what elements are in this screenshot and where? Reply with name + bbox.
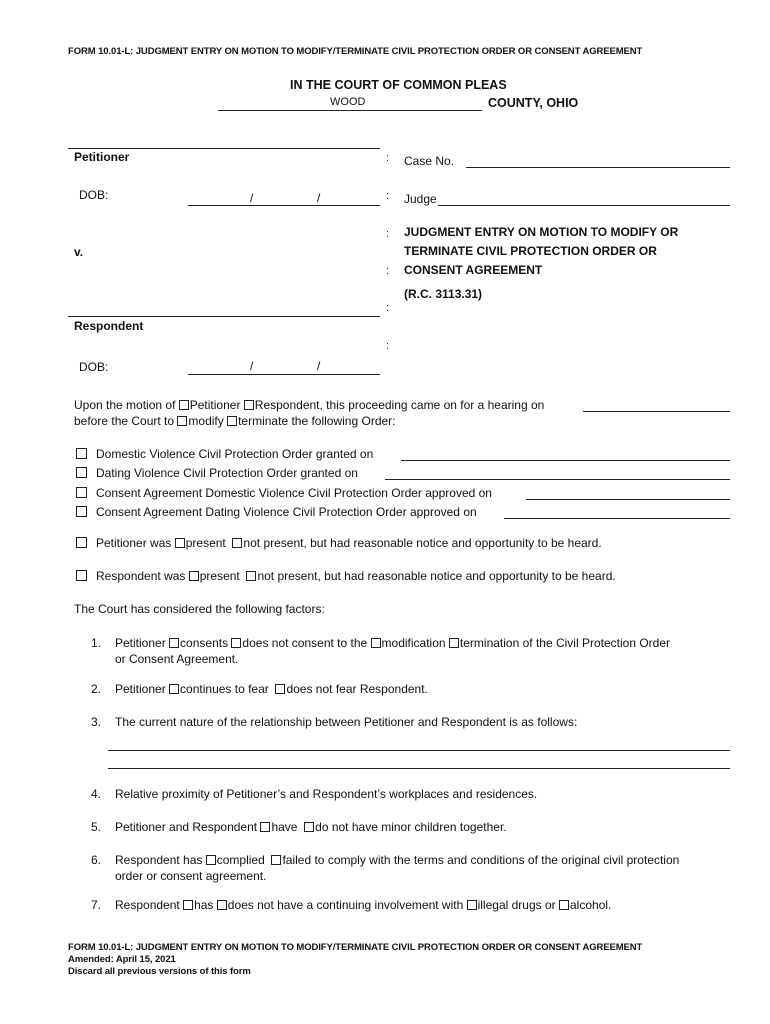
dob-slash: / bbox=[317, 359, 321, 373]
petitioner-was-label: Petitioner was bbox=[96, 536, 172, 550]
respondent-present-checkbox[interactable] bbox=[189, 571, 199, 581]
motion-line1 bbox=[74, 398, 544, 412]
factor-4-text: Relative proximity of Petitioner’s and Respondent’s workplaces and residences. bbox=[115, 787, 538, 801]
factor-text: does not fear Respondent. bbox=[286, 682, 428, 696]
hearing-date-field[interactable] bbox=[583, 411, 730, 412]
factor-7-line bbox=[115, 898, 611, 912]
form-header: FORM 10.01-L: JUDGMENT ENTRY ON MOTION TO MODIFY/TERMINATE CIVIL PROTECTION ORDER OR CONSENT AGREEMENT bbox=[68, 46, 643, 57]
does-not-fear-checkbox[interactable] bbox=[275, 684, 285, 694]
respondent-label: Respondent bbox=[74, 319, 144, 333]
respondent-dob-label: DOB: bbox=[79, 360, 109, 374]
factor-5-number: 5. bbox=[91, 820, 102, 834]
has-involvement-checkbox[interactable] bbox=[183, 900, 193, 910]
factor-1-line bbox=[115, 636, 670, 650]
have-children-checkbox[interactable] bbox=[260, 822, 270, 832]
modify-checkbox[interactable] bbox=[177, 416, 187, 426]
order-dv-cpo-checkbox[interactable] bbox=[76, 448, 87, 459]
factor-text: does not consent to the bbox=[242, 636, 368, 650]
relationship-field-line1[interactable] bbox=[108, 750, 730, 751]
factors-intro: The Court has considered the following factors: bbox=[74, 602, 325, 616]
county-line bbox=[218, 110, 482, 111]
do-not-have-children-checkbox[interactable] bbox=[304, 822, 314, 832]
order-dating-cpo-checkbox[interactable] bbox=[76, 467, 87, 478]
order-dv-cpo-date-field[interactable] bbox=[401, 460, 730, 461]
petitioner-name-line[interactable] bbox=[68, 148, 380, 149]
case-no-label: Case No. bbox=[404, 154, 455, 168]
order-consent-dating-date-field[interactable] bbox=[504, 518, 730, 519]
respondent-name-line[interactable] bbox=[68, 316, 380, 317]
terminate-label: terminate the following Order: bbox=[238, 414, 396, 428]
factor-text: termination of the Civil Protection Order bbox=[459, 636, 670, 650]
continues-to-fear-checkbox[interactable] bbox=[169, 684, 179, 694]
order-dating-cpo-label: Dating Violence Civil Protection Order granted on bbox=[96, 466, 358, 480]
factor-text: has bbox=[194, 898, 214, 912]
consents-checkbox[interactable] bbox=[169, 638, 179, 648]
respondent-dob-field[interactable] bbox=[188, 374, 380, 375]
alcohol-checkbox[interactable] bbox=[559, 900, 569, 910]
factor-text: does not have a continuing involvement with bbox=[227, 898, 464, 912]
factor-text: consents bbox=[180, 636, 229, 650]
dob-slash: / bbox=[250, 191, 254, 205]
factor-text: Respondent bbox=[115, 898, 180, 912]
caption-colon: : bbox=[386, 190, 390, 202]
factor-text: have bbox=[271, 820, 298, 834]
factor-text: modification bbox=[381, 636, 446, 650]
county-suffix: COUNTY, OHIO bbox=[488, 96, 579, 110]
factor-4-number: 4. bbox=[91, 787, 102, 801]
respondent-presence-line bbox=[96, 569, 616, 583]
failed-to-comply-checkbox[interactable] bbox=[271, 855, 281, 865]
entry-title-line1: JUDGMENT ENTRY ON MOTION TO MODIFY OR bbox=[404, 225, 679, 239]
judge-field[interactable] bbox=[438, 205, 730, 206]
petitioner-dob-field[interactable] bbox=[188, 205, 380, 206]
order-dating-cpo-date-field[interactable] bbox=[385, 479, 730, 480]
motion-line2 bbox=[74, 414, 396, 428]
factor-6-continuation: order or consent agreement. bbox=[115, 869, 267, 883]
respondent-was-label: Respondent was bbox=[96, 569, 186, 583]
not-present-label: not present, but had reasonable notice and opportunity to be heard. bbox=[257, 569, 616, 583]
no-involvement-checkbox[interactable] bbox=[217, 900, 227, 910]
factor-6-number: 6. bbox=[91, 853, 102, 867]
factor-text: continues to fear bbox=[180, 682, 269, 696]
caption-colon: : bbox=[386, 228, 390, 240]
court-name: IN THE COURT OF COMMON PLEAS bbox=[290, 78, 507, 92]
entry-title-line3: CONSENT AGREEMENT bbox=[404, 263, 543, 277]
factor-text: Petitioner and Respondent bbox=[115, 820, 258, 834]
motion-respondent-label: Respondent, this proceeding came on for a hearing on bbox=[254, 398, 545, 412]
terminate-checkbox[interactable] bbox=[227, 416, 237, 426]
factor-text: complied bbox=[216, 853, 265, 867]
factor-text: illegal drugs or bbox=[477, 898, 556, 912]
dob-slash: / bbox=[317, 191, 321, 205]
factor-5-line bbox=[115, 820, 507, 834]
entry-title-line2: TERMINATE CIVIL PROTECTION ORDER OR bbox=[404, 244, 657, 258]
factor-text: do not have minor children together. bbox=[315, 820, 507, 834]
petitioner-dob-label: DOB: bbox=[79, 188, 109, 202]
caption-colon: : bbox=[386, 302, 390, 314]
statute-citation: (R.C. 3113.31) bbox=[404, 287, 483, 301]
present-label: present bbox=[185, 536, 226, 550]
factor-modification-checkbox[interactable] bbox=[371, 638, 381, 648]
petitioner-present-checkbox[interactable] bbox=[175, 538, 185, 548]
factor-termination-checkbox[interactable] bbox=[449, 638, 459, 648]
footer-amended: Amended: April 15, 2021 bbox=[68, 954, 176, 965]
petitioner-presence-checkbox[interactable] bbox=[76, 537, 87, 548]
factor-text: failed to comply with the terms and conditions of the original civil protection bbox=[282, 853, 680, 867]
motion-petitioner-label: Petitioner bbox=[189, 398, 241, 412]
modify-label: modify bbox=[188, 414, 224, 428]
footer-discard: Discard all previous versions of this form bbox=[68, 966, 251, 977]
case-no-field[interactable] bbox=[466, 167, 730, 168]
complied-checkbox[interactable] bbox=[206, 855, 216, 865]
order-consent-dating-label: Consent Agreement Dating Violence Civil Protection Order approved on bbox=[96, 505, 477, 519]
illegal-drugs-checkbox[interactable] bbox=[467, 900, 477, 910]
order-consent-dv-date-field[interactable] bbox=[526, 499, 730, 500]
footer-form-title: FORM 10.01-L: JUDGMENT ENTRY ON MOTION TO MODIFY/TERMINATE CIVIL PROTECTION ORDER OR CONSENT AGREEMENT bbox=[68, 942, 643, 953]
motion-court-text: before the Court to bbox=[74, 414, 175, 428]
order-consent-dv-label: Consent Agreement Domestic Violence Civil Protection Order approved on bbox=[96, 486, 492, 500]
motion-respondent-checkbox[interactable] bbox=[244, 400, 254, 410]
caption-colon: : bbox=[386, 265, 390, 277]
order-consent-dv-checkbox[interactable] bbox=[76, 487, 87, 498]
petitioner-not-present-checkbox[interactable] bbox=[232, 538, 242, 548]
versus-label: v. bbox=[74, 245, 84, 259]
petitioner-label: Petitioner bbox=[74, 150, 130, 164]
factor-text: Petitioner bbox=[115, 636, 166, 650]
factor-7-number: 7. bbox=[91, 898, 102, 912]
factor-2-line bbox=[115, 682, 428, 696]
factor-3-text: The current nature of the relationship between Petitioner and Respondent is as follows: bbox=[115, 715, 578, 729]
caption-colon: : bbox=[386, 152, 390, 164]
does-not-consent-checkbox[interactable] bbox=[231, 638, 241, 648]
factor-text: Respondent has bbox=[115, 853, 203, 867]
respondent-not-present-checkbox[interactable] bbox=[246, 571, 256, 581]
caption-colon: : bbox=[386, 340, 390, 352]
factor-1-number: 1. bbox=[91, 636, 102, 650]
county-field[interactable]: WOOD bbox=[330, 96, 366, 108]
factor-3-number: 3. bbox=[91, 715, 102, 729]
judge-label: Judge bbox=[404, 192, 437, 206]
factor-6-line bbox=[115, 853, 679, 867]
order-consent-dating-checkbox[interactable] bbox=[76, 506, 87, 517]
factor-2-number: 2. bbox=[91, 682, 102, 696]
not-present-label: not present, but had reasonable notice and opportunity to be heard. bbox=[243, 536, 602, 550]
motion-intro-text: Upon the motion of bbox=[74, 398, 176, 412]
motion-petitioner-checkbox[interactable] bbox=[179, 400, 189, 410]
factor-1-continuation: or Consent Agreement. bbox=[115, 652, 239, 666]
petitioner-presence-line bbox=[96, 536, 602, 550]
factor-text: alcohol. bbox=[569, 898, 612, 912]
present-label: present bbox=[199, 569, 240, 583]
dob-slash: / bbox=[250, 359, 254, 373]
factor-text: Petitioner bbox=[115, 682, 166, 696]
order-dv-cpo-label: Domestic Violence Civil Protection Order granted on bbox=[96, 447, 374, 461]
relationship-field-line2[interactable] bbox=[108, 768, 730, 769]
respondent-presence-checkbox[interactable] bbox=[76, 570, 87, 581]
